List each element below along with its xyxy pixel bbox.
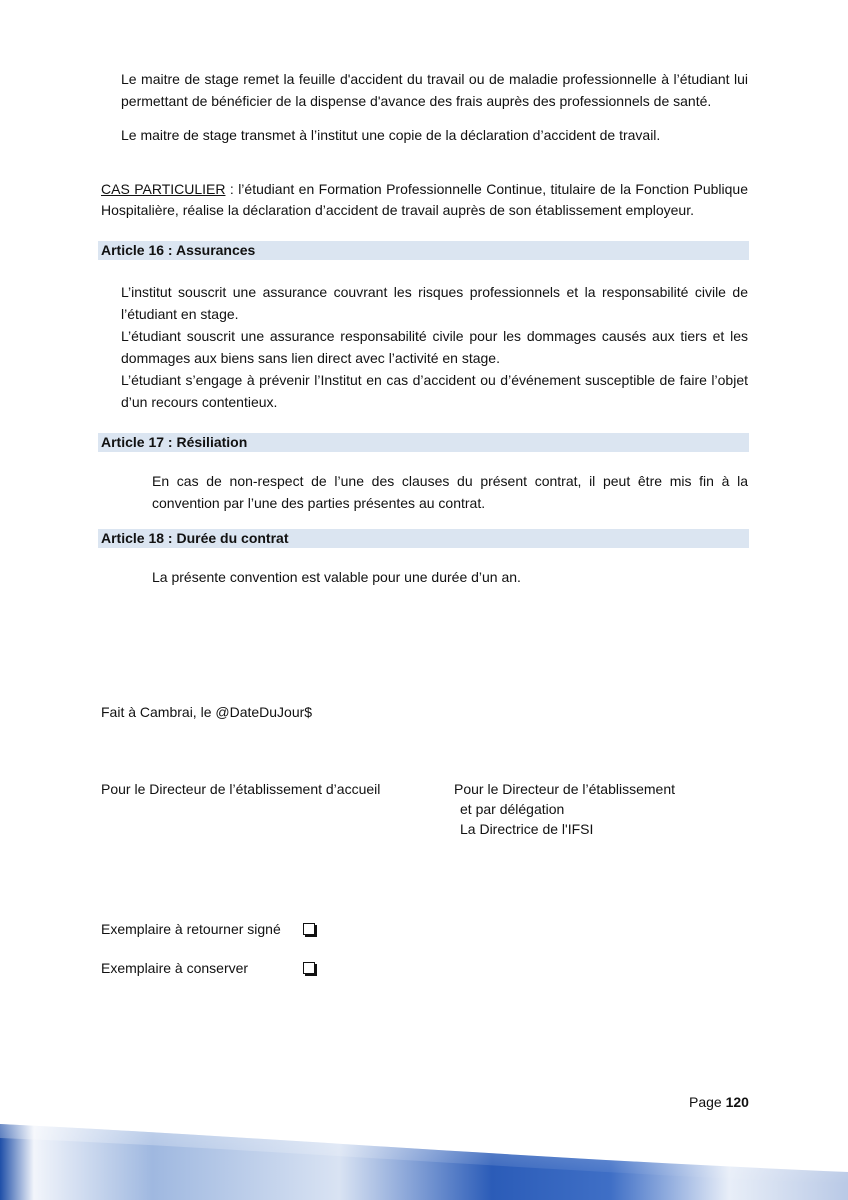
- article-16-paragraph-3: L’étudiant s’engage à prévenir l’Institut en cas d’accident ou d’événement susceptible de faire l’objet d’un recours contentieux.: [121, 372, 748, 410]
- signatory-right-line-1: Pour le Directeur de l’établissement: [454, 781, 675, 797]
- copy-return-checkbox[interactable]: [303, 923, 315, 935]
- intro-paragraph-2: Le maitre de stage transmet à l’institut une copie de la déclaration d’accident de travail.: [121, 127, 661, 143]
- signatory-right-line-2: et par délégation: [460, 801, 565, 817]
- intro-paragraph-1: Le maitre de stage remet la feuille d'accident du travail ou de maladie professionnelle à l’étudiant lui permettant de bénéficier de la dispense d'avance des frais auprès des professionnels de santé.: [121, 71, 748, 109]
- copy-return-label: Exemplaire à retourner signé: [101, 921, 281, 937]
- article-16-paragraph-1: L’institut souscrit une assurance couvrant les risques professionnels et la responsabilité civile de l’étudiant en stage.: [121, 284, 748, 322]
- page-number: [689, 1091, 749, 1113]
- article-17-heading: Article 17 : Résiliation: [98, 433, 749, 452]
- signatory-right-line-3: La Directrice de l'IFSI: [460, 821, 594, 837]
- footer-wave-graphic: [0, 1124, 848, 1200]
- article-18-heading: Article 18 : Durée du contrat: [98, 529, 749, 548]
- page-number-value: 120: [725, 1094, 749, 1110]
- article-16-paragraph-2: L’étudiant souscrit une assurance responsabilité civile pour les dommages causés aux tiers et les dommages aux biens sans lien direct avec l’activité en stage.: [121, 328, 748, 366]
- article-16-heading: Article 16 : Assurances: [98, 241, 749, 260]
- copy-keep-label: Exemplaire à conserver: [101, 960, 249, 976]
- special-case-label: CAS PARTICULIER: [101, 181, 226, 197]
- article-18-paragraph: La présente convention est valable pour une durée d’un an.: [152, 569, 521, 585]
- copy-keep-checkbox[interactable]: [303, 962, 315, 974]
- signatory-left: Pour le Directeur de l’établissement d’accueil: [101, 781, 381, 797]
- special-case-paragraph: [101, 179, 748, 221]
- footer-decorative-band: [0, 1124, 848, 1200]
- article-17-paragraph: En cas de non-respect de l’une des clauses du présent contrat, il peut être mis fin à la convention par l’une des parties présentes au contrat.: [152, 473, 748, 511]
- place-date: Fait à Cambrai, le @DateDuJour$: [101, 704, 313, 720]
- page-label: Page: [689, 1094, 726, 1110]
- special-case-text: : l’étudiant en Formation Professionnelle Continue, titulaire de la Fonction Publique Hospitalière, réalise la déclaration d’accident de travail auprès de son établissement employeur.: [101, 181, 748, 218]
